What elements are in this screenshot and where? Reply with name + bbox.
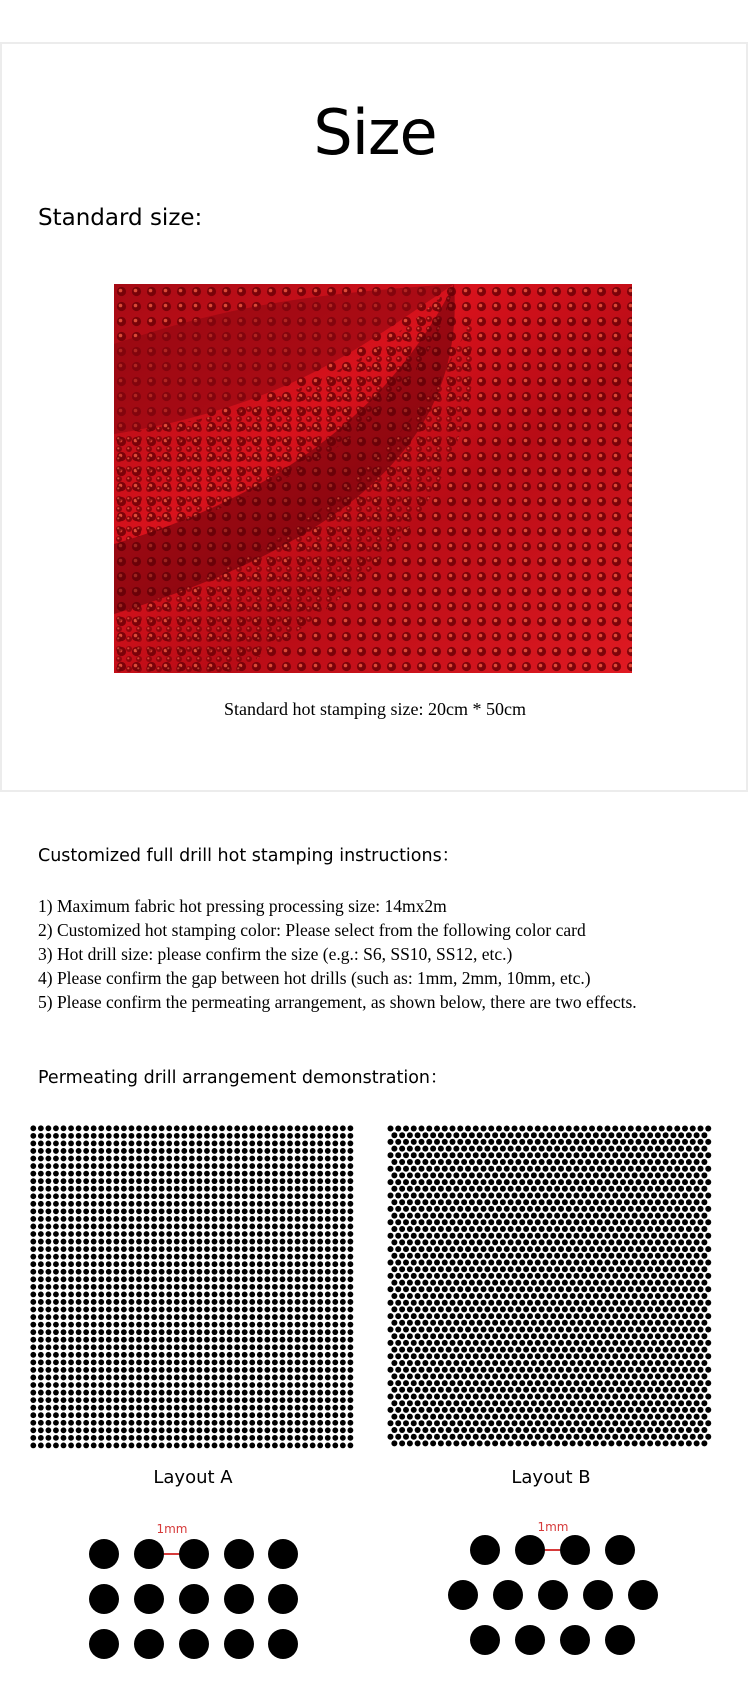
detail-dot xyxy=(560,1625,590,1655)
page-title: Size xyxy=(313,96,437,169)
instructions-list xyxy=(38,894,637,1014)
detail-dot xyxy=(448,1580,478,1610)
layout-b-gap-label: 1mm xyxy=(537,1520,569,1534)
detail-dot xyxy=(470,1535,500,1565)
instruction-item: 4) Please confirm the gap between hot drills (such as: 1mm, 2mm, 10mm, etc.) xyxy=(38,968,591,988)
layout-b-dot-grid xyxy=(387,1125,717,1450)
detail-dot xyxy=(583,1580,613,1610)
detail-dot xyxy=(538,1580,568,1610)
layout-b-detail xyxy=(440,1515,670,1665)
layout-b-label: Layout B xyxy=(511,1467,591,1488)
detail-dot xyxy=(224,1629,254,1659)
layout-a-detail xyxy=(80,1510,310,1660)
detail-dot xyxy=(628,1580,658,1610)
detail-dot xyxy=(224,1539,254,1569)
instruction-item: 5) Please confirm the permeating arrangement, as shown below, there are two effects. xyxy=(38,992,637,1012)
detail-dot xyxy=(268,1584,298,1614)
detail-dot xyxy=(179,1584,209,1614)
detail-dot xyxy=(493,1580,523,1610)
custom-instructions-heading: Customized full drill hot stamping instructions： xyxy=(38,846,460,866)
detail-dot xyxy=(268,1539,298,1569)
instruction-item: 1) Maximum fabric hot pressing processing size: 14mx2m xyxy=(38,896,447,916)
detail-dot xyxy=(560,1535,590,1565)
detail-dot xyxy=(224,1584,254,1614)
detail-dot xyxy=(470,1625,500,1655)
detail-dot xyxy=(89,1539,119,1569)
detail-dot xyxy=(515,1535,545,1565)
detail-dot xyxy=(89,1629,119,1659)
layout-a-dot-grid xyxy=(30,1125,357,1450)
detail-dot xyxy=(605,1625,635,1655)
detail-dot xyxy=(179,1629,209,1659)
detail-dot xyxy=(605,1535,635,1565)
fabric-photo xyxy=(114,284,632,673)
layout-a-gap-label: 1mm xyxy=(156,1522,188,1536)
standard-size-label: Standard size: xyxy=(38,205,203,231)
detail-dot xyxy=(134,1584,164,1614)
instruction-item: 3) Hot drill size: please confirm the size (e.g.: S6, SS10, SS12, etc.) xyxy=(38,944,513,964)
detail-dot xyxy=(515,1625,545,1655)
detail-dot xyxy=(134,1629,164,1659)
detail-dot xyxy=(89,1584,119,1614)
demo-heading: Permeating drill arrangement demonstration： xyxy=(38,1068,448,1088)
layout-a-label: Layout A xyxy=(153,1467,233,1488)
detail-dot xyxy=(134,1539,164,1569)
photo-caption: Standard hot stamping size: 20cm * 50cm xyxy=(224,699,526,719)
detail-dot xyxy=(179,1539,209,1569)
detail-dot xyxy=(268,1629,298,1659)
instruction-item: 2) Customized hot stamping color: Please select from the following color card xyxy=(38,920,586,940)
